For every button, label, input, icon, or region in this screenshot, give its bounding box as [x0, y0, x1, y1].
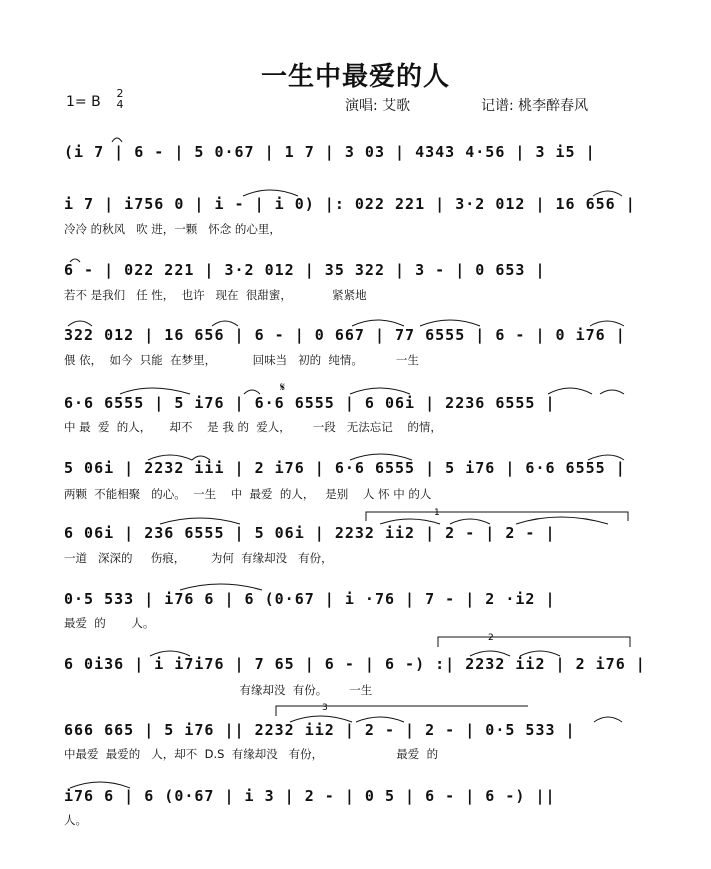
song-title: 一生中最爱的人 — [260, 62, 450, 92]
notation-row-3: 6 - | 022 221 | 3·2 012 | 35 322 | 3 - | 0 653 | — [64, 261, 546, 279]
transcriber-credit: 记谱: 桃李醉春风 — [481, 98, 589, 114]
notation-row-6: 5 06i | 2232 iii | 2 i76 | 6·6 6555 | 5 i76 | 6·6 6555 | — [64, 459, 626, 477]
lyric-row-2: 冷冷 的秋风 吹 进，一颗 怀念 的心里， — [64, 222, 281, 236]
slur-mark — [352, 320, 404, 326]
volta-bracket-2 — [438, 637, 630, 647]
slur-mark — [380, 519, 440, 524]
slur-mark — [212, 321, 238, 326]
slur-mark — [593, 191, 622, 196]
volta-bracket-3 — [276, 706, 528, 716]
segno-icon: 𝄋 — [280, 380, 286, 394]
slur-mark — [150, 651, 190, 656]
volta-number-2: 2 — [488, 633, 494, 643]
slur-mark — [192, 456, 210, 460]
notation-row-9: 6 0i36 | i i7i76 | 7 65 | 6 - | 6 -) :| 2232 ii2 | 2 i76 | — [64, 655, 646, 673]
notation-row-4: 322 012 | 16 656 | 6 - | 0 667 | 77 6555 | 6 - | 0 i76 | — [64, 326, 626, 344]
time-signature-bottom: 4 — [116, 98, 124, 111]
notation-row-1: (i 7 | 6 - | 5 0·67 | 1 7 | 3 03 | 4343 4·56 | 3 i5 | — [64, 143, 596, 161]
slur-mark — [520, 651, 560, 656]
slur-mark — [148, 455, 192, 460]
lyric-row-11: 人。 — [64, 813, 87, 827]
slur-mark — [600, 390, 624, 394]
lyric-row-4: 偎 依， 如今 只能 在梦里， 回味当 初的 纯情。 一生 — [64, 353, 419, 367]
slur-mark — [594, 717, 622, 722]
slur-mark — [290, 716, 352, 722]
lyric-row-3: 若不 是我们 任 性， 也许 现在 很甜蜜， 紧紧地 — [64, 288, 367, 302]
slur-mark — [350, 454, 412, 460]
lyric-row-9: 有缘却没 有份。 一生 — [64, 683, 373, 697]
slur-mark — [350, 388, 410, 394]
slur-mark — [450, 519, 490, 524]
slur-mark — [70, 782, 130, 788]
key-signature: 1= B — [66, 94, 101, 110]
slur-mark — [548, 388, 592, 394]
slur-mark — [180, 584, 262, 590]
slur-mark — [112, 138, 122, 142]
slur-mark — [588, 455, 624, 460]
slur-mark — [160, 518, 240, 524]
slur-mark — [120, 388, 190, 394]
time-signature-top: 2 — [116, 87, 124, 100]
lyric-row-10: 中最爱 最爱的 人，却不 D.S 有缘却没 有份， 最爱 的 — [64, 747, 439, 761]
notation-row-10: 666 665 | 5 i76 || 2232 ii2 | 2 - | 2 - | 0·5 533 | — [64, 721, 576, 739]
notation-row-8: 0·5 533 | i76 6 | 6 (0·67 | i ·76 | 7 - | 2 ·i2 | — [64, 590, 556, 608]
notation-row-7: 6 06i | 236 6555 | 5 06i | 2232 ii2 | 2 - | 2 - | — [64, 524, 556, 542]
slur-mark — [70, 259, 80, 262]
lyric-row-6: 两颗 不能相聚 的心。 一生 中 最爱 的人， 是别 人 怀 中 的人 — [64, 487, 432, 501]
notation-row-5: 6·6 6555 | 5 i76 | 6·6 6555 | 6 06i | 2236 6555 | — [64, 394, 556, 412]
volta-number-1: 1 — [434, 508, 440, 518]
slur-mark — [590, 321, 624, 326]
volta-number-3: 3 — [322, 703, 328, 713]
notation-row-11: i76 6 | 6 (0·67 | i 3 | 2 - | 0 5 | 6 - | 6 -) || — [64, 787, 556, 805]
slur-mark — [68, 321, 92, 326]
slur-mark — [420, 320, 480, 326]
slur-mark — [470, 651, 510, 656]
notation-row-2: i 7 | i756 0 | i - | i 0) |: 022 221 | 3·2 012 | 16 656 | — [64, 195, 636, 213]
lyric-row-8: 最爱 的 人。 — [64, 616, 155, 630]
slur-mark — [243, 190, 298, 196]
singer-credit: 演唱: 艾歌 — [345, 98, 411, 114]
slur-mark — [356, 717, 404, 722]
slur-mark — [244, 390, 260, 394]
slur-mark — [516, 517, 608, 524]
lyric-row-7: 一道 深深的 伤痕， 为何 有缘却没 有份， — [64, 551, 333, 565]
lyric-row-5: 中 最 爱 的人， 却不 是 我 的 爱人， 一段 无法忘记 的情， — [64, 420, 442, 434]
